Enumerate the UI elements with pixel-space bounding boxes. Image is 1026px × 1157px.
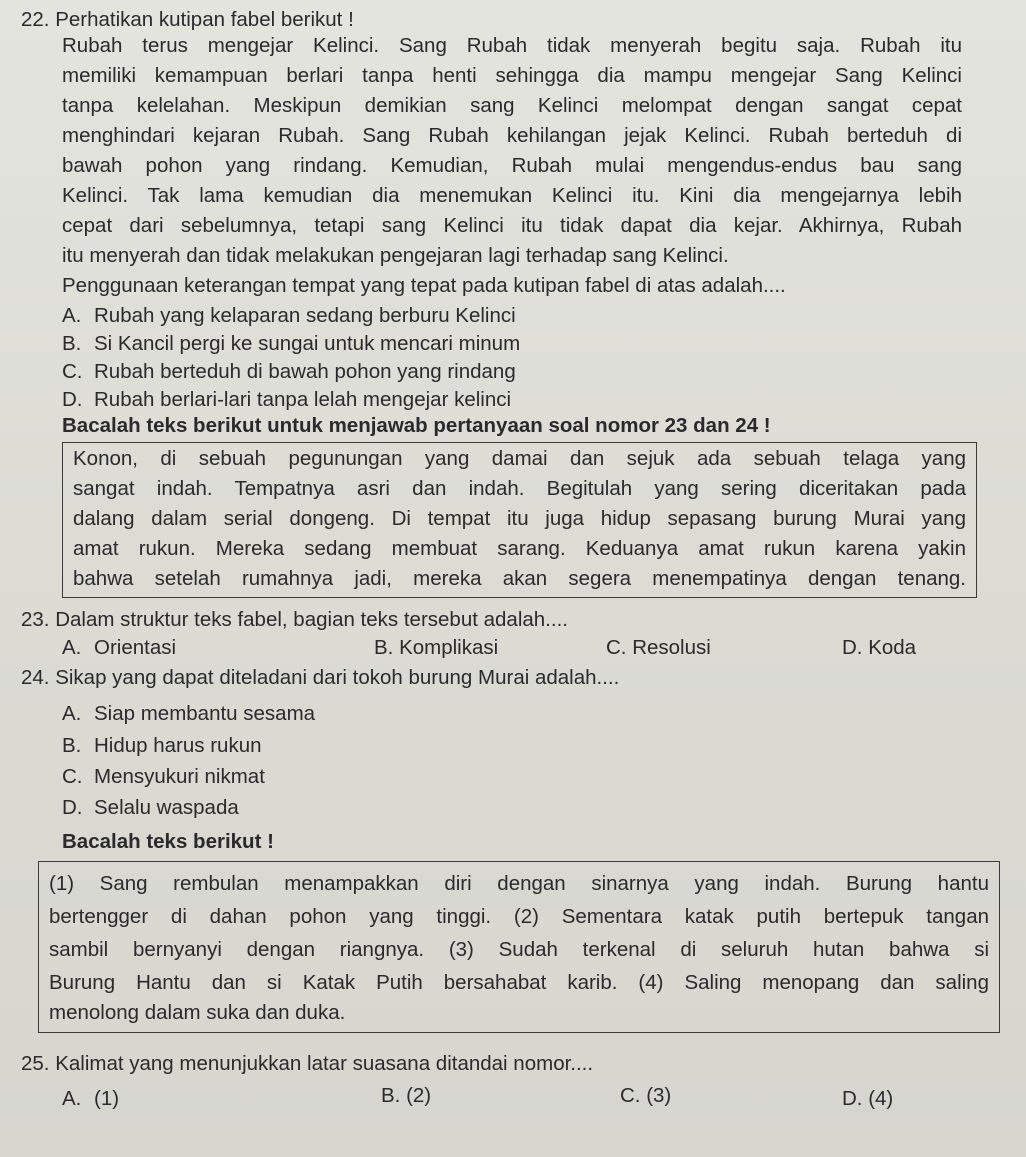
- option-c[interactable]: C. Rubah berteduh di bawah pohon yang rindang: [62, 360, 516, 383]
- option-b[interactable]: B. (2): [381, 1084, 432, 1107]
- reading1-line: sangat indah. Tempatnya asri dan indah. Begitulah yang sering diceritakan pada: [73, 477, 966, 500]
- reading1-line: Konon, di sebuah pegunungan yang damai dan sejuk ada sebuah telaga yang: [73, 447, 966, 470]
- reading1-instruction: Bacalah teks berikut untuk menjawab pertanyaan soal nomor 23 dan 24 !: [62, 414, 771, 437]
- option-c[interactable]: C. Resolusi: [606, 636, 711, 659]
- reading1-line: bahwa setelah rumahnya jadi, mereka akan segera menempatinya dengan tenang.: [73, 567, 966, 590]
- q22-passage-line: menghindari kejaran Rubah. Sang Rubah kehilangan jejak Kelinci. Rubah berteduh di: [62, 124, 962, 147]
- option-d[interactable]: D. (4): [842, 1087, 894, 1110]
- option-d[interactable]: D. Selalu waspada: [62, 796, 239, 819]
- option-a[interactable]: A. Siap membantu sesama: [62, 702, 316, 725]
- reading2-line: menolong dalam suka dan duka.: [49, 1001, 346, 1024]
- option-b[interactable]: B. Si Kancil pergi ke sungai untuk mencari minum: [62, 332, 521, 355]
- reading2-box: [38, 861, 1000, 1033]
- option-a[interactable]: A. (1): [62, 1087, 120, 1110]
- q22-passage-line: bawah pohon yang rindang. Kemudian, Rubah mulai mengendus-endus bau sang: [62, 154, 962, 177]
- q24-question: 24. Sikap yang dapat diteladani dari tokoh burung Murai adalah....: [21, 666, 620, 689]
- reading2-line: bertengger di dahan pohon yang tinggi. (2) Sementara katak putih bertepuk tangan: [49, 905, 989, 928]
- option-a[interactable]: A. Orientasi: [62, 636, 177, 659]
- reading2-line: (1) Sang rembulan menampakkan diri dengan sinarnya yang indah. Burung hantu: [49, 872, 989, 895]
- option-d[interactable]: D. Koda: [842, 636, 917, 659]
- option-d[interactable]: D. Rubah berlari-lari tanpa lelah mengejar kelinci: [62, 388, 512, 411]
- q22-passage-line: itu menyerah dan tidak melakukan pengejaran lagi terhadap sang Kelinci.: [62, 244, 729, 267]
- option-b[interactable]: B. Komplikasi: [374, 636, 499, 659]
- reading2-instruction: Bacalah teks berikut !: [62, 830, 274, 853]
- q22-passage-line: memiliki kemampuan berlari tanpa henti sehingga dia mampu mengejar Sang Kelinci: [62, 64, 962, 87]
- q22-passage-line: Kelinci. Tak lama kemudian dia menemukan Kelinci itu. Kini dia mengejarnya lebih: [62, 184, 962, 207]
- option-a[interactable]: A. Rubah yang kelaparan sedang berburu Kelinci: [62, 304, 516, 327]
- q22-passage-line: Rubah terus mengejar Kelinci. Sang Rubah tidak menyerah begitu saja. Rubah itu: [62, 34, 962, 57]
- reading1-line: dalang dalam serial dongeng. Di tempat itu juga hidup sepasang burung Murai yang: [73, 507, 966, 530]
- q23-question: 23. Dalam struktur teks fabel, bagian teks tersebut adalah....: [21, 608, 568, 631]
- q22-heading: 22. Perhatikan kutipan fabel berikut !: [21, 8, 354, 31]
- reading1-box: [62, 442, 977, 598]
- q22-passage-line: tanpa kelelahan. Meskipun demikian sang Kelinci melompat dengan sangat cepat: [62, 94, 962, 117]
- reading2-line: Burung Hantu dan si Katak Putih bersahabat karib. (4) Saling menopang dan saling: [49, 971, 989, 994]
- option-c[interactable]: C. Mensyukuri nikmat: [62, 765, 265, 788]
- option-c[interactable]: C. (3): [620, 1084, 672, 1107]
- reading1-line: amat rukun. Mereka sedang membuat sarang. Keduanya amat rukun karena yakin: [73, 537, 966, 560]
- reading2-line: sambil bernyanyi dengan riangnya. (3) Sudah terkenal di seluruh hutan bahwa si: [49, 938, 989, 961]
- option-b[interactable]: B. Hidup harus rukun: [62, 734, 262, 757]
- q22-passage-line: cepat dari sebelumnya, tetapi sang Kelinci itu tidak dapat dia kejar. Akhirnya, Rubah: [62, 214, 962, 237]
- q22-question: Penggunaan keterangan tempat yang tepat pada kutipan fabel di atas adalah....: [62, 274, 786, 297]
- q25-question: 25. Kalimat yang menunjukkan latar suasana ditandai nomor....: [21, 1052, 594, 1075]
